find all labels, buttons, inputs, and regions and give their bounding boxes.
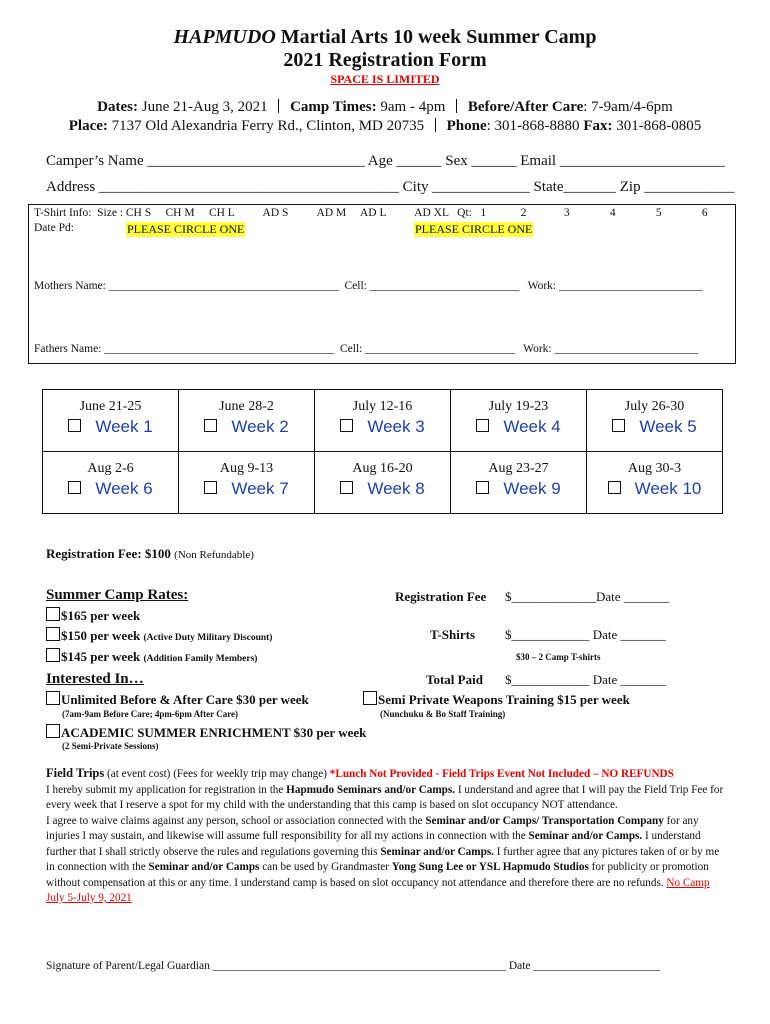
week-dates: Aug 16-20 bbox=[352, 461, 413, 476]
week-checkbox[interactable] bbox=[340, 419, 353, 432]
week-label: Week 3 bbox=[367, 417, 425, 436]
terms-bold: Seminar and/or Camps. bbox=[528, 830, 643, 842]
circle-one-qty-note: PLEASE CIRCLE ONE bbox=[415, 222, 533, 236]
week-label: Week 5 bbox=[639, 417, 697, 436]
form-title bbox=[0, 26, 770, 49]
form-subtitle: 2021 Registration Form bbox=[283, 49, 487, 71]
before-after-label: Before/After Care bbox=[467, 99, 584, 115]
title-text: Martial Arts 10 week Summer Camp bbox=[280, 26, 597, 48]
reg-fee-label: Registration Fee bbox=[395, 589, 487, 604]
registration-fee-label: Registration Fee: $100 bbox=[46, 546, 171, 561]
interested-title: Interested In… bbox=[46, 671, 144, 687]
week-checkbox[interactable] bbox=[612, 419, 625, 432]
week-cell[interactable] bbox=[43, 390, 179, 452]
rate-option-3[interactable] bbox=[46, 648, 257, 665]
rate-checkbox[interactable] bbox=[46, 627, 60, 641]
circle-one-size-note: PLEASE CIRCLE ONE bbox=[127, 222, 245, 236]
terms-text: I agree to waive claims against any person, school or association connected with the bbox=[46, 814, 426, 827]
tshirts-note: $30 – 2 Camp T-shirts bbox=[516, 652, 601, 662]
tshirt-info-line[interactable]: T-Shirt Info: Size : CH S CH M CH L AD S AD M AD L AD XL Qt: 1 2 3 4 5 6 bbox=[34, 207, 708, 219]
date-paid-label: Date Pd: bbox=[34, 222, 74, 234]
week-label: Week 10 bbox=[634, 479, 702, 498]
week-dates: June 28-2 bbox=[219, 399, 274, 414]
rate-checkbox[interactable] bbox=[46, 607, 60, 621]
week-cell[interactable] bbox=[179, 452, 315, 514]
place-line bbox=[0, 118, 770, 135]
phone-label: Phone bbox=[446, 118, 487, 134]
option-before-after-care[interactable] bbox=[46, 691, 309, 708]
week-dates: July 19-23 bbox=[488, 399, 549, 414]
space-limited-notice: SPACE IS LIMITED bbox=[330, 72, 440, 86]
camper-name-line[interactable]: Camper’s Name _____________________________ Age ______ Sex ______ Email ______________________ bbox=[46, 153, 725, 169]
dates-value: June 21-Aug 3, 2021 bbox=[141, 99, 268, 115]
week-dates: July 26-30 bbox=[624, 399, 685, 414]
week-cell[interactable] bbox=[43, 452, 179, 514]
camp-times-label: Camp Times: bbox=[290, 99, 377, 115]
address-line[interactable]: Address ________________________________________ City _____________ State_______ Zip ____________ bbox=[46, 179, 735, 195]
week-dates: Aug 2-6 bbox=[87, 461, 134, 476]
terms-paragraph bbox=[46, 766, 726, 907]
rate-checkbox[interactable] bbox=[46, 648, 60, 662]
dates-label: Dates: bbox=[97, 99, 138, 115]
option-academic-enrichment[interactable] bbox=[46, 724, 366, 741]
week-dates: Aug 9-13 bbox=[219, 461, 274, 476]
week-cell[interactable] bbox=[315, 452, 451, 514]
tshirts-label: T-Shirts bbox=[430, 627, 476, 642]
option-checkbox[interactable] bbox=[363, 691, 377, 705]
separator bbox=[435, 118, 436, 132]
place-value: 7137 Old Alexandria Ferry Rd., Clinton, MD 20735 bbox=[111, 118, 425, 134]
rate-label: $145 per week bbox=[61, 649, 141, 664]
week-label: Week 8 bbox=[367, 479, 425, 498]
week-dates: Aug 30-3 bbox=[627, 461, 682, 476]
option-label: Unlimited Before & After Care $30 per week bbox=[61, 692, 309, 707]
week-dates: Aug 23-27 bbox=[488, 461, 549, 476]
week-checkbox[interactable] bbox=[608, 481, 621, 494]
brand-name: HAPMUDO bbox=[173, 26, 276, 48]
rate-option-2[interactable] bbox=[46, 627, 272, 644]
mothers-name-line[interactable]: Mothers Name: ________________________________________ Cell: __________________________ Work: _________________________ bbox=[34, 280, 703, 292]
rate-label: $150 per week bbox=[61, 628, 141, 643]
week-label: Week 7 bbox=[231, 479, 289, 498]
before-after-value: : 7-9am/4-6pm bbox=[583, 99, 673, 115]
week-checkbox[interactable] bbox=[476, 481, 489, 494]
week-checkbox[interactable] bbox=[68, 419, 81, 432]
no-camp-notice: No Camp July 5-July 9, 2021 bbox=[46, 876, 710, 904]
option-note: (Nunchuku & Bo Staff Training) bbox=[380, 709, 506, 719]
terms-bold: Hapmudo Seminars and/or Camps. bbox=[286, 783, 456, 796]
fathers-name-line[interactable]: Fathers Name: ________________________________________ Cell: __________________________ Work: _________________________ bbox=[34, 343, 699, 355]
registration-fee-line bbox=[46, 546, 254, 562]
terms-bold: Seminar and/or Camps/ Transportation Company bbox=[425, 814, 664, 827]
terms-bold: Seminar and/or Camps. bbox=[380, 845, 494, 858]
field-trips-label: Field Trips bbox=[46, 766, 105, 780]
reg-fee-amount-line[interactable]: $_____________Date _______ bbox=[505, 589, 670, 604]
week-label: Week 1 bbox=[95, 417, 153, 436]
terms-bold: Seminar and/or Camps bbox=[148, 861, 260, 873]
total-paid-line[interactable]: $____________ Date _______ bbox=[505, 672, 667, 687]
week-cell[interactable] bbox=[179, 390, 315, 452]
week-label: Week 4 bbox=[503, 417, 561, 436]
terms-text: for publicity or promotion without compensation at this or any time. I understand camp is based on slot occupancy not attendance and therefore there are no refunds. bbox=[46, 861, 709, 889]
fax-value: 301-868-0805 bbox=[616, 118, 702, 134]
week-checkbox[interactable] bbox=[340, 481, 353, 494]
week-checkbox[interactable] bbox=[476, 419, 489, 432]
registration-fee-note: (Non Refundable) bbox=[174, 549, 254, 561]
week-label: Week 2 bbox=[231, 417, 289, 436]
dates-line bbox=[0, 99, 770, 116]
week-dates: July 12-16 bbox=[352, 399, 413, 414]
option-checkbox[interactable] bbox=[46, 724, 60, 738]
field-trips-warning: *Lunch Not Provided - Field Trips Event Not Included – NO REFUNDS bbox=[329, 768, 674, 780]
option-weapons-training[interactable] bbox=[363, 691, 630, 708]
tshirts-amount-line[interactable]: $____________ Date _______ bbox=[505, 627, 667, 642]
rates-title: Summer Camp Rates: bbox=[46, 587, 189, 603]
rate-note: (Addition Family Members) bbox=[143, 654, 258, 664]
phone-value: : 301-868-8880 bbox=[486, 118, 580, 134]
week-checkbox[interactable] bbox=[68, 481, 81, 494]
option-label: ACADEMIC SUMMER ENRICHMENT $30 per week bbox=[61, 725, 367, 740]
terms-text: I understand and agree that I will pay the Field Trip Fee for every week that I reserve a spot for my child with the understanding that this camp is based on slot occupancy NOT attendance. bbox=[46, 783, 724, 811]
week-cell[interactable] bbox=[315, 390, 451, 452]
week-cell[interactable] bbox=[451, 390, 587, 452]
rate-note: (Active Duty Military Discount) bbox=[143, 633, 273, 643]
option-label: Semi Private Weapons Training $15 per week bbox=[378, 692, 630, 707]
rate-label: $165 per week bbox=[61, 608, 141, 623]
separator bbox=[278, 99, 279, 113]
terms-bold: Yong Sung Lee or YSL Hapmudo Studios bbox=[391, 861, 589, 873]
week-label: Week 6 bbox=[95, 479, 153, 498]
rate-option-1[interactable] bbox=[46, 607, 140, 624]
week-cell[interactable] bbox=[587, 390, 723, 452]
week-checkbox[interactable] bbox=[204, 419, 217, 432]
terms-text: can be used by Grandmaster bbox=[259, 861, 392, 873]
week-dates: June 21-25 bbox=[79, 399, 142, 414]
week-cell[interactable] bbox=[587, 452, 723, 514]
separator bbox=[456, 99, 457, 113]
terms-text: I further agree that any pictures taken of or by me in connection with the bbox=[46, 845, 720, 873]
option-note: (7am-9am Before Care; 4pm-6pm After Care) bbox=[62, 709, 239, 719]
terms-text: I hereby submit my application for registration in the bbox=[46, 783, 287, 796]
week-cell[interactable] bbox=[451, 452, 587, 514]
signature-line[interactable]: Signature of Parent/Legal Guardian ___________________________________________________ Date ______________________ bbox=[46, 960, 660, 972]
weeks-row bbox=[43, 452, 723, 514]
weeks-row bbox=[43, 390, 723, 452]
terms-text: I understand further that I shall strictly observe the rules and regulations governing this bbox=[46, 830, 701, 858]
option-note: (2 Semi-Private Sessions) bbox=[62, 741, 159, 751]
camp-times-value: 9am - 4pm bbox=[380, 99, 446, 115]
terms-text: for any injuries I may sustain, and likewise will assume full responsibility for all my actions in connection with the bbox=[46, 814, 699, 842]
weeks-table bbox=[42, 389, 723, 514]
week-checkbox[interactable] bbox=[204, 481, 217, 494]
field-trips-note: (at event cost) (Fees for weekly trip may change) bbox=[104, 768, 330, 780]
field-trips-line bbox=[46, 768, 674, 780]
place-label: Place: bbox=[68, 118, 108, 134]
total-paid-label: Total Paid bbox=[426, 672, 483, 687]
fax-label: Fax: bbox=[583, 118, 613, 134]
option-checkbox[interactable] bbox=[46, 691, 60, 705]
week-label: Week 9 bbox=[503, 479, 561, 498]
